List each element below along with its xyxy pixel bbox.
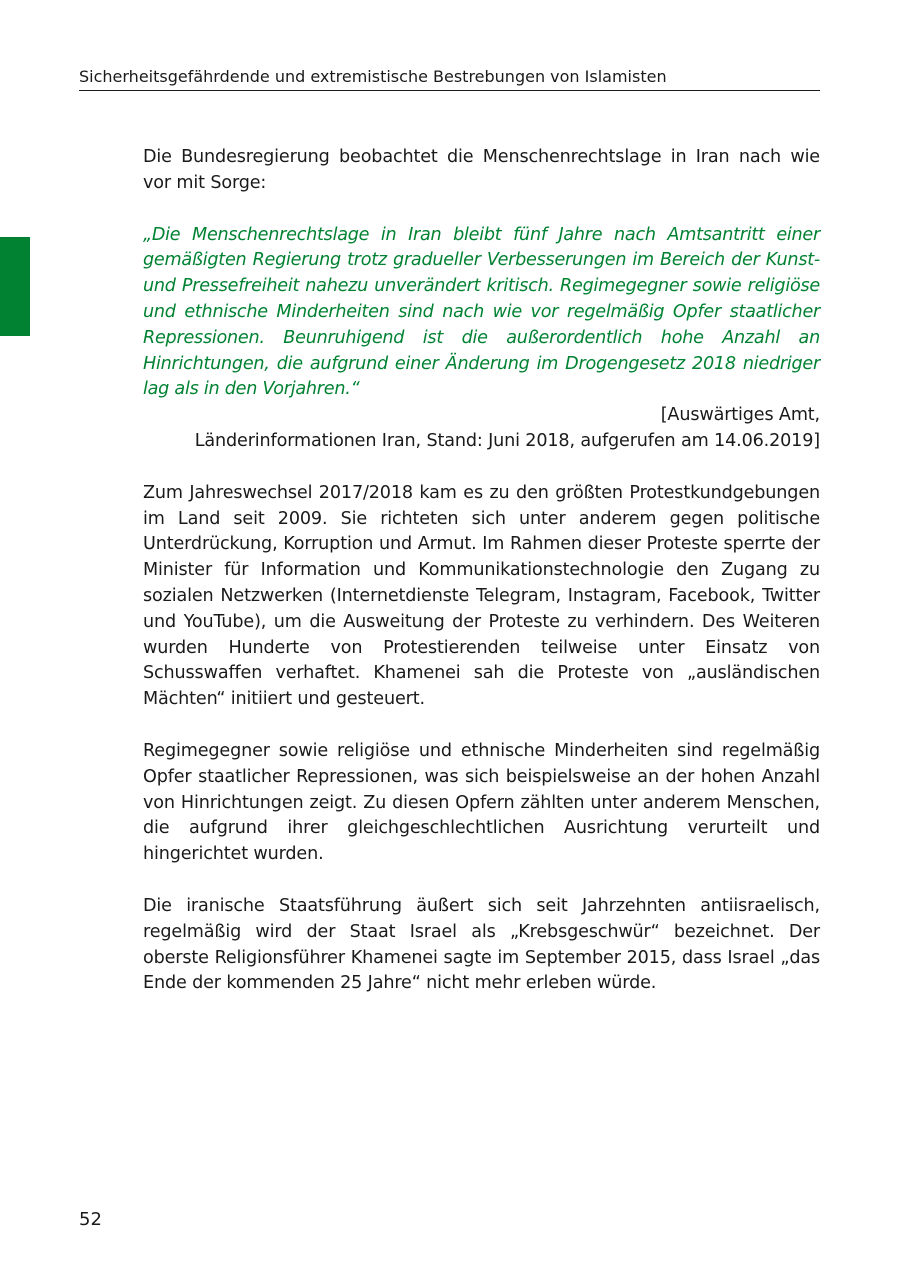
intro-paragraph: Die Bundesregierung beobachtet die Menschenrechtslage in Iran nach wie vor mit Sorge:: [143, 147, 820, 193]
quote-source-line-2: Länderinformationen Iran, Stand: Juni 2018, aufgerufen am 14.06.2019]: [194, 430, 820, 451]
quote-paragraph: „Die Menschenrechtslage in Iran bleibt fünf Jahre nach Amtsantritt einer gemäßigten Regierung trotz gradueller Verbesserungen im Bereich der Kunst- und Pressefreiheit nahezu unverändert kritisch. Regimegegner sowie religiöse und ethnische Minderheiten sind nach wie vor regelmäßig Opfer staatlicher Repressionen. Beunruhigend ist die außerordentlich hohe Anzahl an Hinrichtungen, die aufgrund einer Änderung im Drogengesetz 2018 niedriger lag als in den Vorjahren.“: [143, 224, 820, 400]
page-number: 52: [79, 1209, 102, 1230]
quote-source-line-1: [Auswärtiges Amt,: [660, 405, 820, 426]
body-paragraph-protests: Zum Jahreswechsel 2017/2018 kam es zu den größten Protestkundgebungen im Land seit 2009. Sie richteten sich unter anderem gegen politische Unterdrückung, Korruption und Armut. Im Rahmen dieser Proteste sperrte der Minister für Information und Kommunikationstechnologie den Zugang zu sozialen Netzwerken (Internetdienste Telegram, Instagram, Facebook, Twitter und YouTube), um die Ausweitung der Proteste zu verhindern. Des Weiteren wurden Hunderte von Protestierenden teilweise unter Einsatz von Schusswaffen verhaftet. Khamenei sah die Proteste von „ausländischen Mächten“ initiiert und gesteuert.: [143, 482, 820, 710]
main-content: [143, 145, 820, 997]
chapter-marker-tab: [0, 237, 30, 336]
body-paragraph-repression: Regimegegner sowie religiöse und ethnische Minderheiten sind regelmäßig Opfer staatlicher Repressionen, was sich beispielsweise an der hohen Anzahl von Hinrichtungen zeigt. Zu diesen Opfern zählten unter anderem Menschen, die aufgrund ihrer gleichgeschlechtlichen Ausrichtung verurteilt und hingerichtet wurden.: [143, 740, 820, 865]
running-header-title: Sicherheitsgefährdende und extremistische Bestrebungen von Islamisten: [79, 66, 820, 91]
body-paragraph-israel: Die iranische Staatsführung äußert sich seit Jahrzehnten antiisraelisch, regelmäßig wird der Staat Israel als „Krebsgeschwür“ bezeichnet. Der oberste Religionsführer Khamenei sagte im September 2015, dass Israel „das Ende der kommenden 25 Jahre“ nicht mehr erleben würde.: [143, 895, 820, 994]
